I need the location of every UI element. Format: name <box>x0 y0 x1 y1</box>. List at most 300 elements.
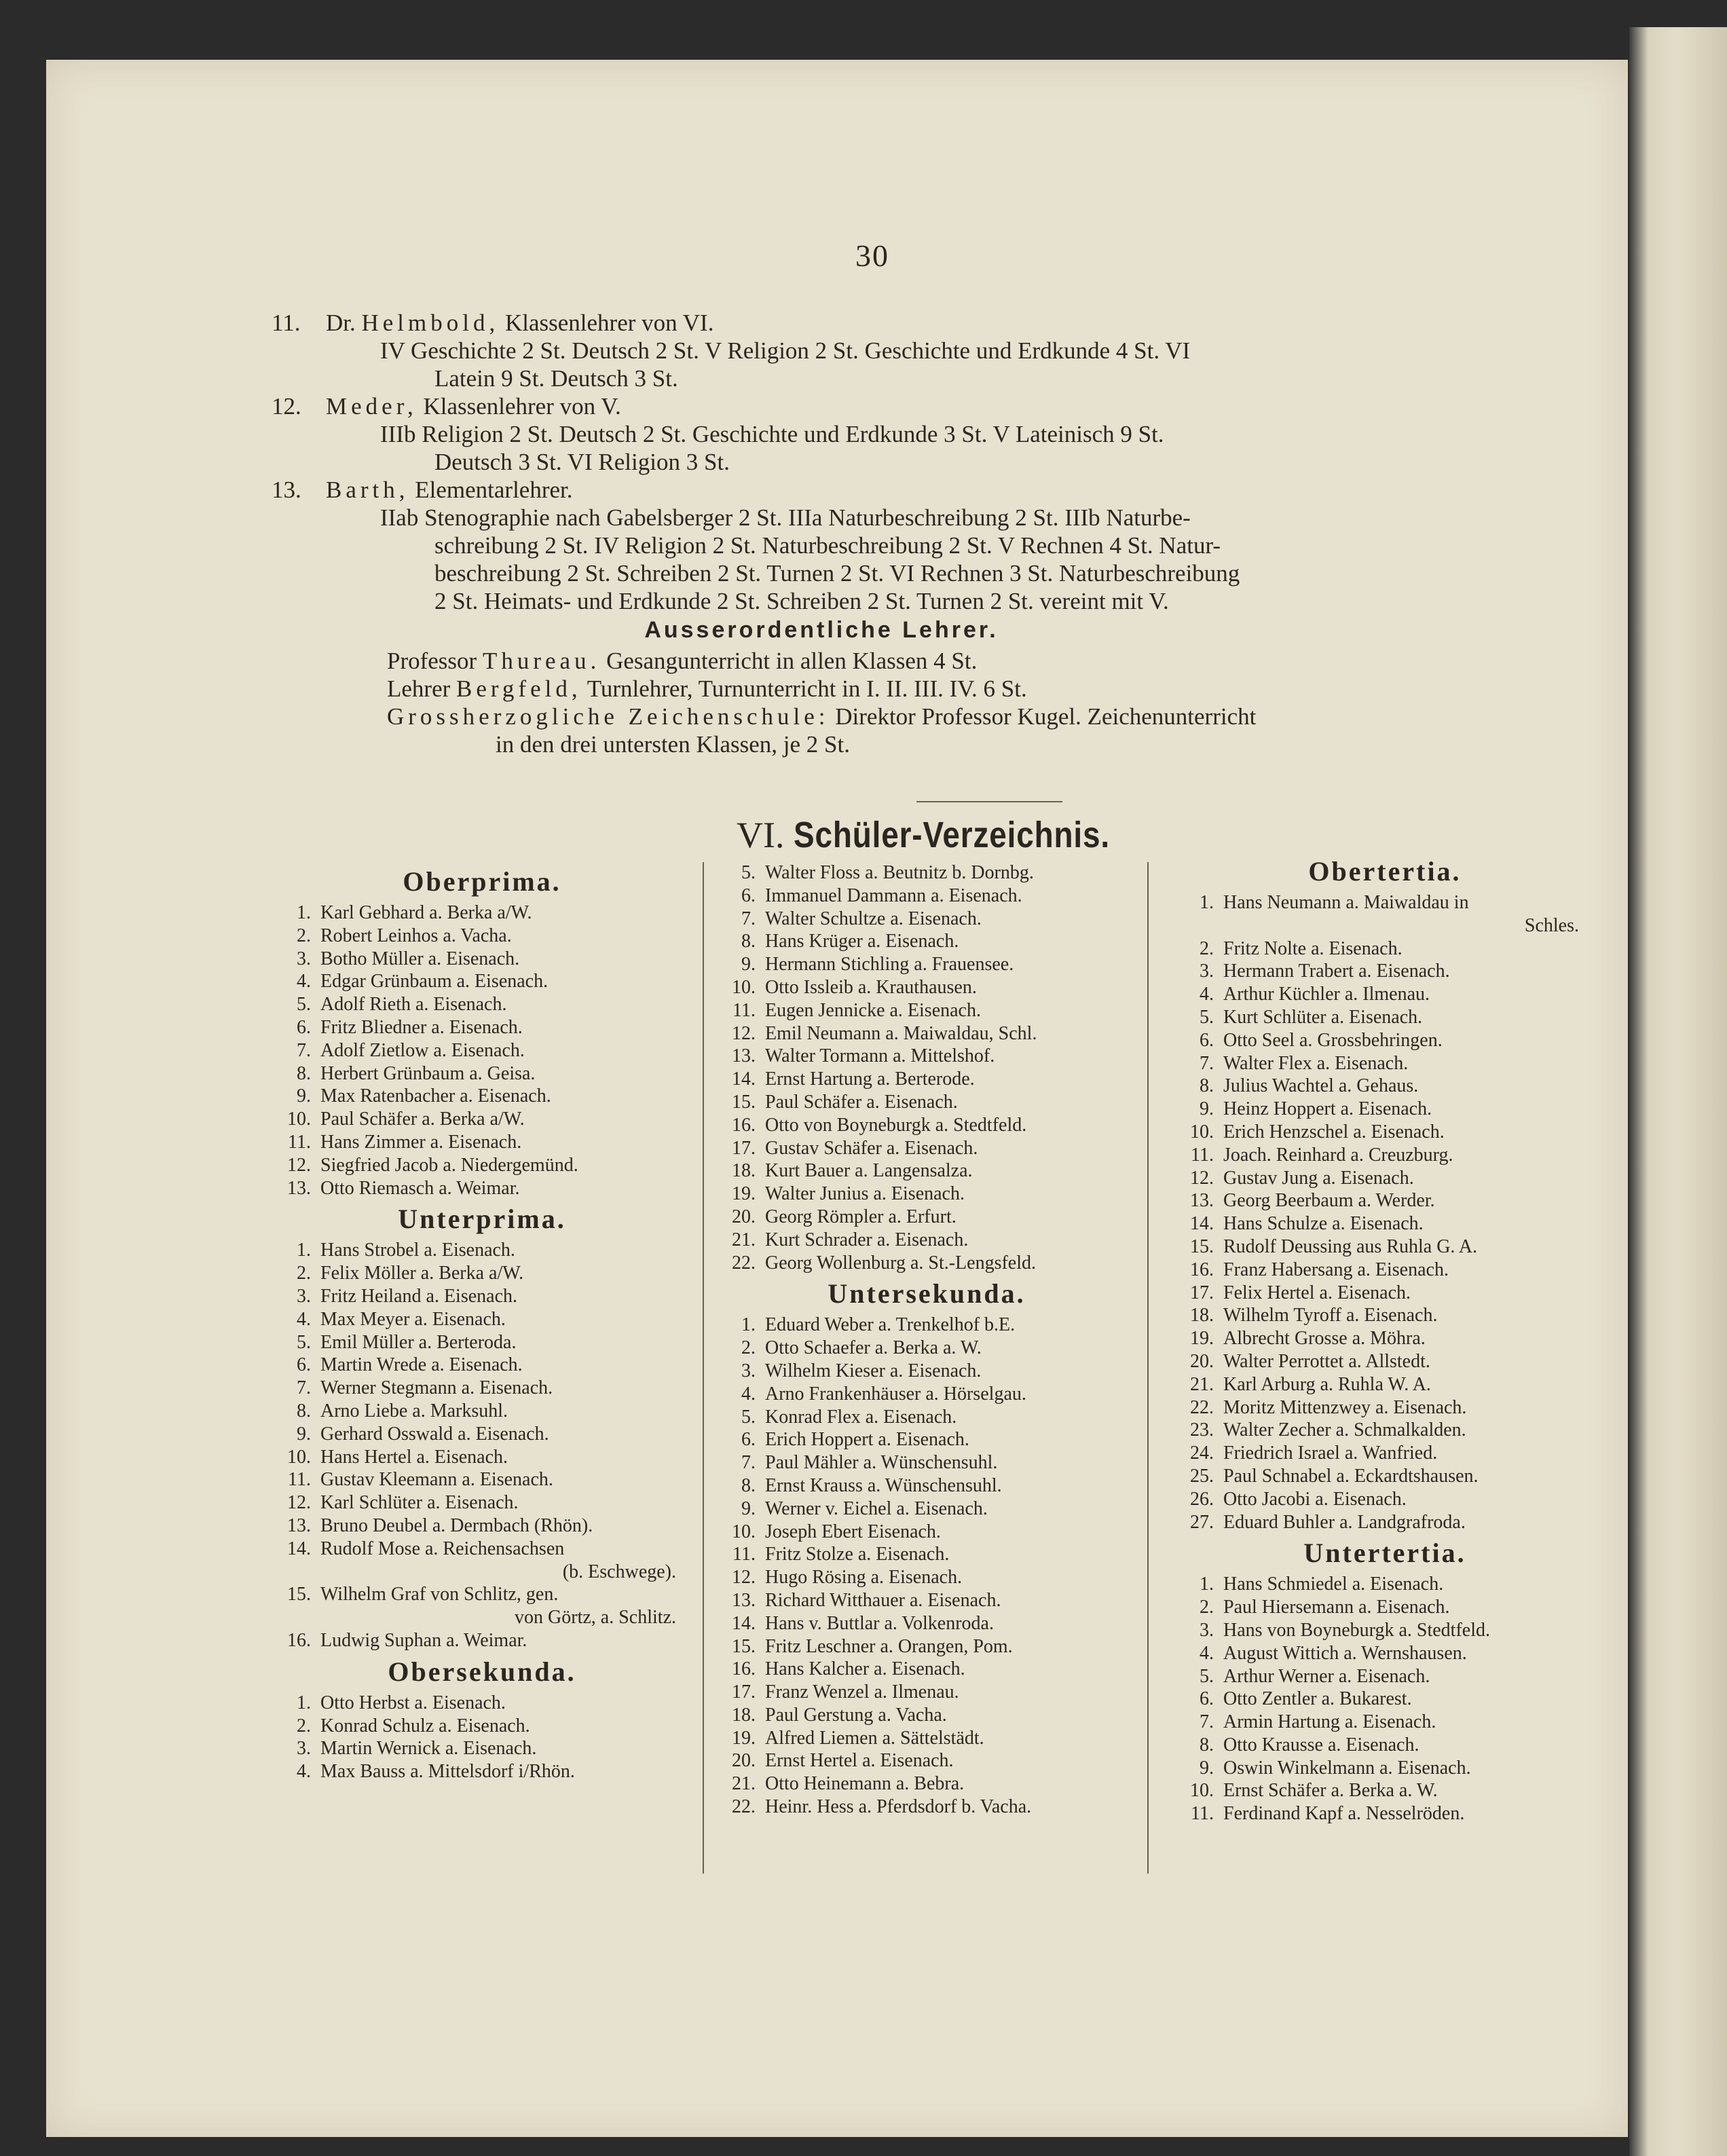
student-entry <box>272 1239 692 1262</box>
student-entry <box>1174 1052 1595 1075</box>
student-name: Hans Schmiedel a. Eisenach. <box>1223 1574 1444 1595</box>
student-number: 21. <box>1190 1373 1214 1395</box>
extra-teacher-text: Direktor Professor Kugel. Zeichenunterricht <box>835 703 1257 730</box>
student-number: 8. <box>297 1400 311 1421</box>
student-number: 12. <box>287 1492 311 1514</box>
student-number: 20. <box>732 1206 756 1227</box>
student-name: Emil Müller a. Berteroda. <box>320 1331 517 1353</box>
extra-teacher-continuation: in den drei untersten Klassen, je 2 St. <box>496 731 850 758</box>
student-entry <box>716 1406 1137 1429</box>
student-entry <box>272 902 692 925</box>
extra-teacher-text: Gesangunterricht in allen Klassen 4 St. <box>606 648 978 674</box>
student-entry <box>272 1491 692 1514</box>
student-number: 10. <box>287 1109 311 1130</box>
student-name: Otto Seel a. Grossbehringen. <box>1223 1029 1443 1051</box>
student-number: 7. <box>297 1039 311 1061</box>
student-name: Botho Müller a. Eisenach. <box>320 948 520 969</box>
student-name: Heinr. Hess a. Pferdsdorf b. Vacha. <box>765 1796 1032 1818</box>
page-number: 30 <box>855 238 889 273</box>
student-name: Georg Römpler a. Erfurt. <box>765 1206 957 1227</box>
student-number: 7. <box>1200 1711 1214 1733</box>
student-entry <box>272 1377 692 1400</box>
student-name: Otto von Boyneburgk a. Stedtfeld. <box>765 1114 1027 1136</box>
student-name: Armin Hartung a. Eisenach. <box>1223 1711 1436 1733</box>
student-entry <box>716 1252 1137 1275</box>
student-entry <box>716 1159 1137 1183</box>
student-name: Edgar Grünbaum a. Eisenach. <box>320 971 549 992</box>
student-entry <box>1174 1121 1595 1144</box>
extra-teacher-name: Grossherzogliche Zeichenschule: <box>387 703 830 730</box>
student-entry <box>716 885 1137 908</box>
student-name: Fritz Bliedner a. Eisenach. <box>320 1016 523 1038</box>
student-name: Walter Flex a. Eisenach. <box>1223 1052 1409 1074</box>
student-name: Paul Gerstung a. Vacha. <box>765 1704 947 1726</box>
student-number: 11. <box>732 1544 756 1565</box>
student-entry <box>716 1658 1137 1681</box>
student-name: Felix Möller a. Berka a/W. <box>320 1263 524 1284</box>
student-entry <box>272 1131 692 1154</box>
teacher-list <box>272 309 1589 758</box>
student-name: Heinz Hoppert a. Eisenach. <box>1223 1098 1432 1120</box>
student-number: 1. <box>1200 892 1214 913</box>
teacher-header <box>326 392 1589 420</box>
student-number: 20. <box>732 1750 756 1772</box>
student-name: Siegfried Jacob a. Niedergemünd. <box>320 1154 578 1176</box>
student-name: Erich Henzschel a. Eisenach. <box>1223 1121 1445 1142</box>
student-entry <box>1174 1734 1595 1757</box>
student-entry <box>1174 1573 1595 1596</box>
student-number: 6. <box>741 885 756 906</box>
student-name: Karl Schlüter a. Eisenach. <box>320 1492 519 1514</box>
student-number: 17. <box>732 1681 756 1703</box>
student-number: 4. <box>297 1308 311 1330</box>
student-entry <box>716 1543 1137 1566</box>
student-name: Ernst Hartung a. Berterode. <box>765 1068 975 1090</box>
student-name: Albrecht Grosse a. Möhra. <box>1223 1328 1426 1350</box>
student-number: 7. <box>297 1377 311 1399</box>
student-name: Julius Wachtel a. Gehaus. <box>1223 1075 1419 1097</box>
student-entry <box>272 1760 692 1783</box>
student-name: Ferdinand Kapf a. Nesselröden. <box>1223 1803 1465 1825</box>
student-number: 13. <box>732 1045 756 1067</box>
student-name: Kurt Schrader a. Eisenach. <box>765 1229 969 1250</box>
student-number: 3. <box>297 948 311 969</box>
student-name: Adolf Zietlow a. Eisenach. <box>320 1039 525 1061</box>
student-name: Fritz Heiland a. Eisenach. <box>320 1285 518 1307</box>
student-number: 5. <box>1200 1006 1214 1028</box>
student-name: Otto Schaefer a. Berka a. W. <box>765 1337 982 1359</box>
student-name: Otto Jacobi a. Eisenach. <box>1223 1488 1407 1510</box>
student-number: 7. <box>741 908 756 929</box>
student-number: 11. <box>288 1469 311 1491</box>
student-number: 5. <box>741 1406 756 1428</box>
student-number: 12. <box>732 1022 756 1044</box>
student-entry <box>1174 1006 1595 1029</box>
student-number: 12. <box>732 1567 756 1588</box>
extra-teacher-line <box>272 647 1589 675</box>
student-number: 5. <box>741 862 756 883</box>
student-entry <box>1174 1511 1595 1534</box>
student-number: 3. <box>1200 1619 1214 1641</box>
student-number: 13. <box>732 1589 756 1611</box>
student-number: 9. <box>1200 1757 1214 1779</box>
student-name: Arno Liebe a. Marksuhl. <box>320 1400 508 1421</box>
student-number: 1. <box>741 1314 756 1336</box>
student-entry <box>716 1045 1137 1068</box>
student-number: 10. <box>1190 1780 1214 1802</box>
student-entry <box>1174 1259 1595 1282</box>
student-name: Ernst Schäfer a. Berka a. W. <box>1223 1780 1438 1802</box>
student-number: 8. <box>741 931 756 952</box>
extra-teacher-name: Bergfeld, <box>456 675 582 702</box>
teacher-name: Barth, <box>326 477 409 503</box>
student-number: 19. <box>732 1727 756 1749</box>
student-entry <box>1174 1189 1595 1212</box>
student-number: 9. <box>297 1423 311 1445</box>
student-number: 11. <box>732 999 756 1021</box>
student-entry <box>716 1589 1137 1612</box>
student-name: Hans Krüger a. Eisenach. <box>765 931 959 952</box>
student-name: Otto Riemasch a. Weimar. <box>320 1177 520 1199</box>
student-entry <box>1174 1029 1595 1052</box>
student-number: 10. <box>287 1446 311 1468</box>
student-entry <box>716 1091 1137 1114</box>
student-number: 13. <box>1190 1190 1214 1212</box>
student-name: Immanuel Dammann a. Eisenach. <box>765 885 1022 906</box>
student-entry <box>272 1154 692 1177</box>
extra-teacher-name: Thureau. <box>482 648 601 674</box>
student-number: 22. <box>1190 1396 1214 1418</box>
student-entry <box>272 1085 692 1108</box>
teacher-entry <box>272 476 1589 615</box>
student-name: Rudolf Mose a. Reichensachsen <box>320 1538 565 1559</box>
student-name: Hans Kalcher a. Eisenach. <box>765 1658 965 1680</box>
student-entry <box>1174 1327 1595 1350</box>
student-number: 4. <box>741 1383 756 1405</box>
student-entry <box>272 925 692 948</box>
teacher-subjects: IIab Stenographie nach Gabelsberger 2 St. IIIa Naturbeschreibung 2 St. IIIb Naturbe- <box>380 504 1191 531</box>
student-name: Martin Wrede a. Eisenach. <box>320 1354 523 1376</box>
student-name: Joseph Ebert Eisenach. <box>765 1521 941 1542</box>
student-entry <box>716 930 1137 953</box>
teacher-number: 13. <box>272 477 301 503</box>
student-name: Otto Krausse a. Eisenach. <box>1223 1734 1419 1755</box>
extra-teacher-line <box>272 703 1589 730</box>
student-name: Hans v. Buttlar a. Volkenroda. <box>765 1612 994 1634</box>
student-entry <box>1174 1465 1595 1488</box>
student-name: Otto Herbst a. Eisenach. <box>320 1692 506 1713</box>
student-name: Walter Floss a. Beutnitz b. Dornbg. <box>765 862 1034 883</box>
student-number: 10. <box>1190 1121 1214 1142</box>
student-number: 14. <box>732 1612 756 1634</box>
student-number: 22. <box>732 1252 756 1274</box>
student-name: Hermann Stichling a. Frauensee. <box>765 954 1014 975</box>
student-name: Franz Wenzel a. Ilmenau. <box>765 1681 959 1703</box>
student-entry <box>716 1022 1137 1045</box>
student-name: Max Ratenbacher a. Eisenach. <box>320 1085 551 1107</box>
student-number: 13. <box>287 1177 311 1199</box>
student-name: Gustav Jung a. Eisenach. <box>1223 1167 1414 1189</box>
student-name: Erich Hoppert a. Eisenach. <box>765 1429 969 1451</box>
student-entry <box>716 861 1137 885</box>
student-number: 23. <box>1190 1419 1214 1441</box>
student-entry <box>272 1331 692 1354</box>
student-name: Ernst Hertel a. Eisenach. <box>765 1750 954 1772</box>
student-entry <box>272 1177 692 1200</box>
student-name-continuation: von Görtz, a. Schlitz. <box>515 1607 676 1629</box>
student-entry <box>716 1796 1137 1819</box>
student-name: Emil Neumann a. Maiwaldau, Schl. <box>765 1022 1037 1044</box>
student-entry <box>716 1383 1137 1406</box>
student-entry <box>1174 1396 1595 1419</box>
student-name: Ludwig Suphan a. Weimar. <box>320 1629 527 1651</box>
student-number: 2. <box>297 1263 311 1284</box>
student-number: 2. <box>297 925 311 946</box>
student-number: 21. <box>732 1773 756 1795</box>
student-entry <box>1174 891 1595 937</box>
student-entry <box>1174 1304 1595 1327</box>
teacher-role: Elementarlehrer. <box>415 477 573 503</box>
student-entry <box>716 999 1137 1022</box>
student-name: Werner Stegmann a. Eisenach. <box>320 1377 553 1399</box>
extra-teachers-heading: Ausserordentliche Lehrer. <box>644 617 999 643</box>
student-name: Fritz Nolte a. Eisenach. <box>1223 937 1403 959</box>
student-entry <box>716 1474 1137 1498</box>
student-number: 11. <box>1191 1144 1214 1166</box>
student-number: 25. <box>1190 1465 1214 1487</box>
teacher-subjects: Deutsch 3 St. VI Religion 3 St. <box>434 449 730 475</box>
student-name: Ernst Krauss a. Wünschensuhl. <box>765 1474 1002 1496</box>
teacher-title: Dr. <box>326 310 356 336</box>
student-name: Adolf Rieth a. Eisenach. <box>320 994 507 1016</box>
student-name: Walter Schultze a. Eisenach. <box>765 908 982 929</box>
student-entry <box>272 1692 692 1715</box>
student-name: Hans von Boyneburgk a. Stedtfeld. <box>1223 1619 1490 1641</box>
teacher-subjects: beschreibung 2 St. Schreiben 2 St. Turnen 2 St. VI Rechnen 3 St. Naturbeschreibung <box>434 560 1240 587</box>
student-entry <box>272 1423 692 1446</box>
teacher-subjects: Latein 9 St. Deutsch 3 St. <box>434 365 678 392</box>
extra-teacher-prefix: Lehrer <box>387 675 451 702</box>
student-entry <box>1174 1802 1595 1825</box>
student-name: Gustav Kleemann a. Eisenach. <box>320 1469 553 1491</box>
student-name: Hugo Rösing a. Eisenach. <box>765 1567 963 1588</box>
student-entry <box>272 1262 692 1285</box>
student-entry <box>1174 1642 1595 1665</box>
section-number: VI. <box>737 815 785 855</box>
student-name: Hans Neumann a. Maiwaldau in <box>1223 892 1469 913</box>
teacher-role: Klassenlehrer von VI. <box>504 310 714 336</box>
student-entry <box>716 1337 1137 1360</box>
student-number: 11. <box>1191 1803 1214 1825</box>
class-heading: Untersekunda. <box>828 1278 1026 1309</box>
student-number: 5. <box>297 1331 311 1353</box>
student-entry <box>272 1538 692 1584</box>
column-rule <box>703 862 704 1874</box>
teacher-subjects: IV Geschichte 2 St. Deutsch 2 St. V Religion 2 St. Geschichte und Erdkunde 4 St. VI <box>380 337 1191 364</box>
student-number: 8. <box>297 1062 311 1084</box>
student-number: 22. <box>732 1796 756 1818</box>
student-name: Eduard Weber a. Trenkelhof b.E. <box>765 1314 1016 1336</box>
student-entry <box>716 908 1137 931</box>
teacher-subjects: schreibung 2 St. IV Religion 2 St. Naturbeschreibung 2 St. V Rechnen 4 St. Natur- <box>434 532 1221 559</box>
teacher-number: 11. <box>272 310 301 336</box>
student-entry <box>272 1446 692 1469</box>
student-number: 10. <box>732 1521 756 1542</box>
teacher-subjects: IIIb Religion 2 St. Deutsch 2 St. Geschichte und Erdkunde 3 St. V Lateinisch 9 St. <box>380 421 1164 447</box>
student-number: 17. <box>732 1137 756 1159</box>
student-entry <box>1174 1282 1595 1305</box>
student-entry <box>272 993 692 1016</box>
student-entry <box>272 1737 692 1760</box>
student-entry <box>272 1514 692 1538</box>
student-name: Konrad Flex a. Eisenach. <box>765 1406 957 1428</box>
student-name: Walter Junius a. Eisenach. <box>765 1183 965 1205</box>
student-number: 15. <box>287 1584 311 1605</box>
teacher-header <box>326 309 1589 337</box>
student-name: Paul Schäfer a. Eisenach. <box>765 1091 958 1113</box>
student-entry <box>716 1206 1137 1229</box>
section-title <box>737 815 1166 855</box>
student-entry <box>716 1772 1137 1796</box>
student-entry <box>272 1629 692 1652</box>
student-name-continuation: Schles. <box>1524 914 1579 936</box>
class-heading: Obertertia. <box>1308 856 1462 887</box>
student-entry <box>1174 1075 1595 1098</box>
student-name: Wilhelm Graf von Schlitz, gen. <box>320 1584 559 1605</box>
student-name: Max Bauss a. Mittelsdorf i/Rhön. <box>320 1761 575 1783</box>
student-name: Rudolf Deussing aus Ruhla G. A. <box>1223 1235 1478 1257</box>
teacher-entry <box>272 392 1589 476</box>
student-name: Hans Strobel a. Eisenach. <box>320 1240 515 1261</box>
student-entry <box>1174 1098 1595 1121</box>
student-entry <box>716 1137 1137 1160</box>
student-name: Georg Beerbaum a. Werder. <box>1223 1190 1435 1212</box>
student-entry <box>1174 1373 1595 1396</box>
student-column-2 <box>716 861 1137 1819</box>
student-entry <box>1174 1167 1595 1190</box>
student-entry <box>272 1016 692 1039</box>
student-entry <box>272 1108 692 1131</box>
class-heading: Oberprima. <box>403 866 561 897</box>
student-entry <box>716 1498 1137 1521</box>
student-entry <box>716 1451 1137 1474</box>
student-number: 6. <box>741 1429 756 1451</box>
student-name-continuation: (b. Eschwege). <box>562 1561 676 1582</box>
student-number: 4. <box>297 1761 311 1783</box>
student-entry <box>716 1727 1137 1750</box>
student-entry <box>716 1068 1137 1091</box>
student-entry <box>272 970 692 993</box>
student-name: Georg Wollenburg a. St.-Lengsfeld. <box>765 1252 1037 1274</box>
student-entry <box>1174 1350 1595 1373</box>
teacher-header <box>326 476 1589 504</box>
student-number: 19. <box>732 1183 756 1205</box>
student-number: 6. <box>1200 1688 1214 1710</box>
extra-teacher-text: Turnlehrer, Turnunterricht in I. II. III. IV. 6 St. <box>587 675 1027 702</box>
student-name: Alfred Liemen a. Sättelstädt. <box>765 1727 984 1749</box>
teacher-name: Helmbold, <box>361 310 500 336</box>
student-name: Otto Zentler a. Bukarest. <box>1223 1688 1412 1710</box>
student-entry <box>272 1039 692 1062</box>
student-entry <box>716 976 1137 999</box>
student-name: August Wittich a. Wernshausen. <box>1223 1642 1467 1664</box>
class-heading: Obersekunda. <box>388 1656 576 1687</box>
teacher-name: Meder, <box>326 393 417 420</box>
next-page-edge <box>1629 27 1727 2156</box>
student-number: 6. <box>297 1016 311 1038</box>
student-number: 2. <box>297 1715 311 1736</box>
student-entry <box>1174 937 1595 961</box>
student-entry <box>1174 1488 1595 1511</box>
student-name: Max Meyer a. Eisenach. <box>320 1308 506 1330</box>
student-name: Hans Hertel a. Eisenach. <box>320 1446 508 1468</box>
student-entry <box>716 1360 1137 1383</box>
student-entry <box>272 1583 692 1629</box>
extra-teacher-prefix: Professor <box>387 648 477 674</box>
student-number: 1. <box>297 1692 311 1713</box>
student-name: Bruno Deubel a. Dermbach (Rhön). <box>320 1514 593 1536</box>
student-entry <box>716 1183 1137 1206</box>
student-entry <box>272 1468 692 1491</box>
student-number: 21. <box>732 1229 756 1250</box>
student-number: 2. <box>741 1337 756 1359</box>
student-number: 2. <box>1200 1597 1214 1618</box>
student-entry <box>272 1285 692 1308</box>
student-name: Paul Hiersemann a. Eisenach. <box>1223 1597 1450 1618</box>
student-name: Karl Gebhard a. Berka a/W. <box>320 902 532 923</box>
column-rule <box>1147 862 1149 1874</box>
student-name: Robert Leinhos a. Vacha. <box>320 925 512 946</box>
student-name: Kurt Bauer a. Langensalza. <box>765 1160 973 1182</box>
student-name: Fritz Leschner a. Orangen, Pom. <box>765 1635 1013 1657</box>
student-number: 20. <box>1190 1350 1214 1372</box>
student-name: Gustav Schäfer a. Eisenach. <box>765 1137 978 1159</box>
student-number: 9. <box>1200 1098 1214 1120</box>
student-name: Felix Hertel a. Eisenach. <box>1223 1282 1411 1303</box>
student-entry <box>1174 1235 1595 1259</box>
student-name: Franz Habersang a. Eisenach. <box>1223 1259 1449 1280</box>
student-number: 15. <box>1190 1235 1214 1257</box>
student-entry <box>1174 1711 1595 1734</box>
student-entry <box>716 1681 1137 1704</box>
student-entry <box>1174 1596 1595 1619</box>
student-number: 18. <box>1190 1305 1214 1326</box>
student-number: 15. <box>732 1635 756 1657</box>
student-entry <box>716 1229 1137 1252</box>
student-entry <box>1174 1144 1595 1167</box>
student-name: Hermann Trabert a. Eisenach. <box>1223 961 1450 982</box>
student-number: 16. <box>732 1658 756 1680</box>
student-name: Paul Schnabel a. Eckardtshausen. <box>1223 1465 1479 1487</box>
student-entry <box>716 1635 1137 1658</box>
teacher-number: 12. <box>272 393 301 420</box>
student-name: Wilhelm Kieser a. Eisenach. <box>765 1360 982 1381</box>
student-entry <box>272 1308 692 1331</box>
student-number: 8. <box>741 1474 756 1496</box>
student-number: 1. <box>297 902 311 923</box>
section-name: Schüler-Verzeichnis. <box>793 815 1110 855</box>
student-number: 6. <box>297 1354 311 1376</box>
student-number: 8. <box>1200 1734 1214 1755</box>
student-number: 8. <box>1200 1075 1214 1097</box>
student-name: Gerhard Osswald a. Eisenach. <box>320 1423 549 1445</box>
student-name: Richard Witthauer a. Eisenach. <box>765 1589 1001 1611</box>
student-name: Paul Schäfer a. Berka a/W. <box>320 1109 525 1130</box>
student-entry <box>1174 1757 1595 1780</box>
student-number: 12. <box>287 1154 311 1176</box>
student-name: Friedrich Israel a. Wanfried. <box>1223 1443 1438 1464</box>
student-entry <box>1174 1442 1595 1465</box>
